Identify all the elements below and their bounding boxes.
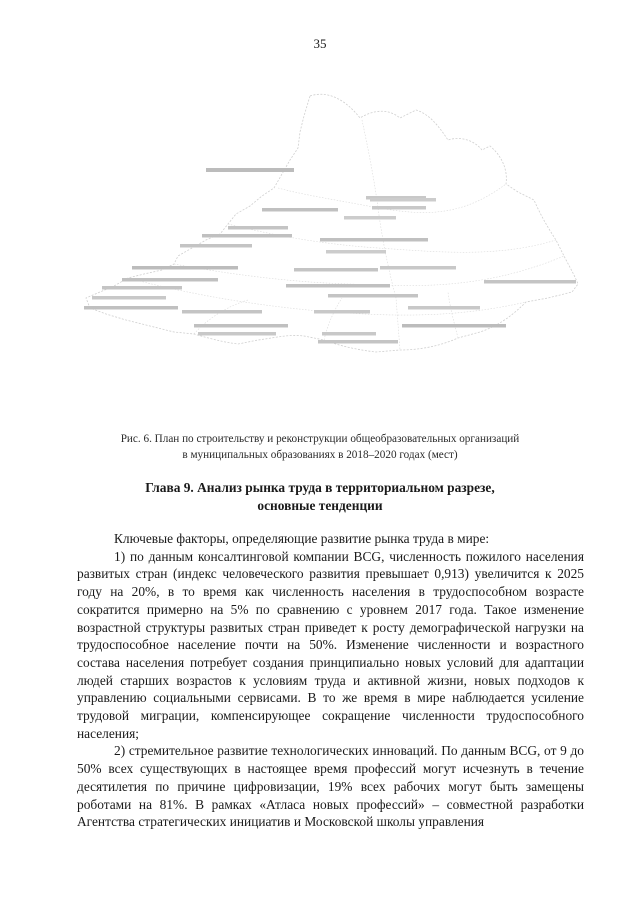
label-mark bbox=[380, 266, 456, 270]
label-mark bbox=[322, 332, 376, 336]
label-mark bbox=[228, 226, 288, 230]
district-borders bbox=[128, 120, 564, 350]
caption-line-2: в муниципальных образованиях в 2018–2020 годах (мест) bbox=[182, 449, 458, 461]
label-mark bbox=[206, 168, 294, 172]
intro-paragraph: Ключевые факторы, определяющие развитие рынка труда в мире: bbox=[114, 531, 490, 546]
label-mark bbox=[202, 234, 292, 238]
label-mark bbox=[326, 250, 386, 254]
label-mark bbox=[484, 280, 576, 284]
label-mark bbox=[84, 306, 178, 310]
label-mark bbox=[370, 198, 436, 202]
page-number: 35 bbox=[313, 36, 327, 51]
figure-caption bbox=[60, 431, 580, 463]
label-mark bbox=[286, 284, 390, 288]
label-mark bbox=[132, 266, 238, 270]
label-mark bbox=[402, 324, 506, 328]
label-mark bbox=[294, 268, 378, 272]
region-map-outline bbox=[78, 88, 582, 418]
caption-line-1: Рис. 6. План по строительству и реконструкции общеобразовательных организаций bbox=[120, 433, 520, 445]
label-mark bbox=[180, 244, 252, 248]
label-mark bbox=[344, 216, 396, 220]
label-mark bbox=[92, 296, 166, 300]
body-text bbox=[77, 530, 584, 831]
label-mark bbox=[372, 206, 426, 210]
paragraph-1: 1) по данным консалтинговой компании BCG, численность пожилого населения развитых стран (индекс человеческого развития превышает 0,913) увеличится к 2025 году на 20%, в то время как численность населения в трудоспособном возрасте сократится примерно на 5% по сравнению с уровнем 2017 года. Такое изменение возрастной структуры развитых стран приведет к росту демографической нагрузки на трудоспособное население почти на 50%. Изменение численности и возрастного состава населения потребует создания принципиально новых условий для адаптации людей старших возрастов к условиям труда и активной жизни, новых подходов к управлению социальными сервисами. В то же время в мире наблюдается усиление трудовой миграции, компенсирующее сокращение численности трудоспособного населения; bbox=[77, 548, 584, 741]
map-labels bbox=[84, 168, 576, 344]
chapter-title-line-1: Глава 9. Анализ рынка труда в территориальном разрезе, bbox=[145, 480, 495, 495]
label-mark bbox=[122, 278, 218, 282]
region-map-figure bbox=[78, 88, 582, 418]
label-mark bbox=[328, 294, 418, 298]
chapter-title bbox=[60, 479, 580, 514]
label-mark bbox=[102, 286, 182, 290]
label-mark bbox=[194, 324, 288, 328]
label-mark bbox=[262, 208, 338, 212]
label-mark bbox=[314, 310, 370, 314]
label-mark bbox=[408, 306, 480, 310]
label-mark bbox=[198, 332, 276, 336]
label-mark bbox=[182, 310, 262, 314]
paragraph-2: 2) стремительное развитие технологических инноваций. По данным BCG, от 9 до 50% всех существующих в настоящее время профессий могут исчезнуть в течение десятилетия по причине цифровизации, 19% всех рабочих могут быть замещены роботами на 81%. В рамках «Атласа новых профессий» – совместной разработки Агентства стратегических инициатив и Московской школы управления bbox=[77, 743, 584, 830]
label-mark bbox=[320, 238, 428, 242]
chapter-title-line-2: основные тенденции bbox=[257, 497, 383, 513]
label-mark bbox=[318, 340, 398, 344]
